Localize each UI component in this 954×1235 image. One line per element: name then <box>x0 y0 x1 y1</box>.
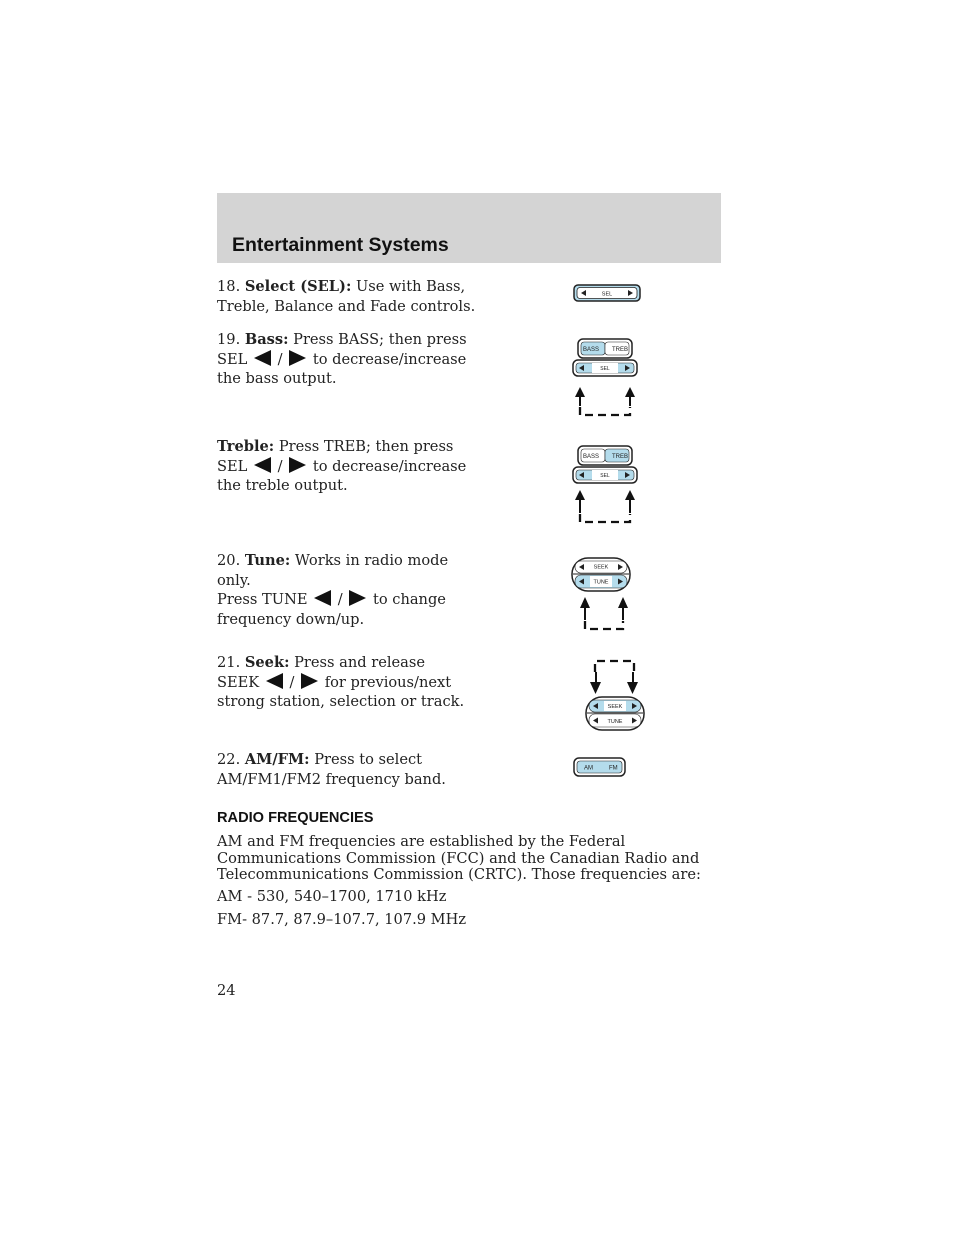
item-seek-label: Seek: <box>244 654 290 671</box>
item-treble: Treble: Press TREB; then press SEL / to decrease/increase the treble output. <box>217 438 467 494</box>
item-amfm-label: AM/FM: <box>244 751 310 768</box>
sel-label: SEL <box>600 473 610 479</box>
amfm-button-figure <box>573 757 629 783</box>
radio-frequencies-heading: RADIO FREQUENCIES <box>217 810 374 826</box>
seek-figure <box>582 657 648 737</box>
fm-label: FM <box>609 765 618 772</box>
item-treble-label: Treble: <box>217 438 275 455</box>
left-arrow-icon <box>254 350 271 366</box>
left-arrow-icon <box>266 673 283 689</box>
treb-label: TREB <box>611 347 629 353</box>
seek-label: SEEK <box>607 704 623 710</box>
seek-label: SEEK <box>593 564 609 571</box>
treble-figure <box>568 445 648 531</box>
tune-label: TUNE <box>607 719 623 725</box>
sel-button-figure <box>573 284 643 308</box>
right-arrow-icon <box>289 350 306 366</box>
tune-figure <box>568 556 634 638</box>
section-header <box>217 193 721 263</box>
right-arrow-icon <box>349 590 366 606</box>
left-arrow-icon <box>254 457 271 473</box>
item-select: 18. Select (SEL): Use with Bass, Treble, Balance and Fade controls. <box>217 278 476 315</box>
sel-button-label: SEL <box>601 291 613 298</box>
item-select-label: Select (SEL): <box>244 278 352 295</box>
item-seek: 21. Seek: Press and release SEEK / for previous/next strong station, selection or track. <box>217 654 465 710</box>
am-frequencies: AM - 530, 540–1700, 1710 kHz <box>217 888 447 905</box>
item-tune: 20. Tune: Works in radio mode only. Press TUNE / to change frequency down/up. <box>217 552 449 628</box>
left-arrow-icon <box>314 590 331 606</box>
sel-label: SEL <box>600 366 610 372</box>
treb-label: TREB <box>611 454 629 460</box>
right-arrow-icon <box>289 457 306 473</box>
page-number: 24 <box>217 982 236 999</box>
bass-label: BASS <box>582 454 600 460</box>
page-title: Entertainment Systems <box>232 234 449 256</box>
bass-label: BASS <box>582 347 600 353</box>
right-arrow-icon <box>301 673 318 689</box>
tune-label: TUNE <box>593 579 609 586</box>
radio-frequencies-body: AM and FM frequencies are established by the Federal Communications Commission (FCC) and the Canadian Radio and Telecommunications Commission (CRTC). Those frequencies are: <box>217 833 701 883</box>
bass-figure <box>568 338 648 424</box>
item-bass-label: Bass: <box>244 331 289 348</box>
am-label: AM <box>584 765 593 772</box>
item-tune-label: Tune: <box>244 552 291 569</box>
item-amfm: 22. AM/FM: Press to select AM/FM1/FM2 frequency band. <box>217 751 446 788</box>
fm-frequencies: FM- 87.7, 87.9–107.7, 107.9 MHz <box>217 911 467 928</box>
item-bass: 19. Bass: Press BASS; then press SEL / to decrease/increase the bass output. <box>217 331 467 387</box>
